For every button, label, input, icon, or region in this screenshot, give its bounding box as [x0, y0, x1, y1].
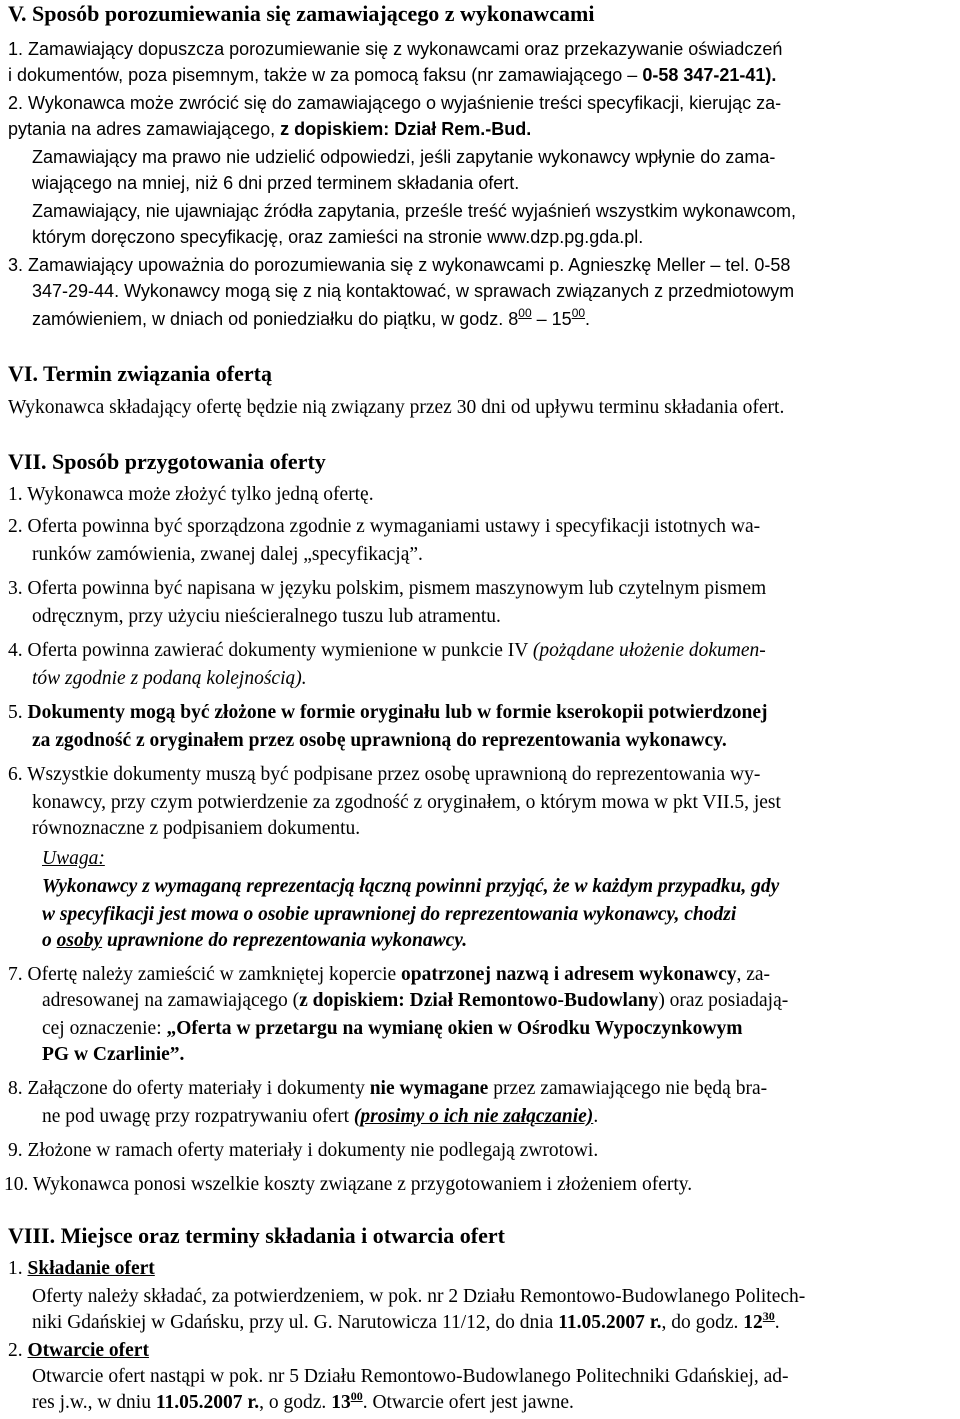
section-v-heading: V. Sposób porozumiewania się zamawiającego z wykonawcami: [8, 1, 595, 26]
text-run: pytania na adres zamawiającego,: [8, 119, 281, 139]
section-v-item-3-line-1: 3. Zamawiający upoważnia do porozumiewania się z wykonawcami p. Agnieszkę Meller – tel. 0-58: [8, 255, 791, 275]
section-v-item-2-line-6: którym doręczono specyfikację, oraz zamieści na stronie www.dzp.pg.gda.pl.: [32, 227, 644, 247]
section-vii-item-7-line-2: [42, 988, 788, 1014]
item-number: 1.: [8, 1258, 28, 1279]
text-run: uprawnione do reprezentowania wykonawcy.: [102, 930, 468, 951]
subsection-title: Składanie ofert: [27, 1258, 155, 1279]
text-run: . Otwarcie ofert jest jawne.: [362, 1392, 574, 1413]
section-vii-item-6-line-3: równoznaczne z podpisaniem dokumentu.: [32, 818, 361, 839]
section-v-item-1-line-1: 1. Zamawiający dopuszcza porozumiewanie się z wykonawcami oraz przekazywanie oświadczeń: [8, 39, 783, 59]
section-vii-item-6-line-1: 6. Wszystkie dokumenty muszą być podpisane przez osobę uprawnioną do reprezentowania wy-: [8, 764, 761, 785]
text-run: res j.w., w dniu: [32, 1392, 156, 1413]
text-run: , za-: [736, 964, 771, 985]
text-run: .: [593, 1106, 599, 1127]
section-vi-heading: VI. Termin związania ofertą: [8, 361, 272, 386]
text-run: .: [585, 309, 591, 329]
note-label: Uwaga:: [42, 848, 105, 869]
section-vii-item-5-line-2: za zgodność z oryginałem przez osobę uprawnioną do reprezentowania wykonawcy.: [32, 730, 727, 751]
fax-number: 0-58 347-21-41).: [642, 65, 777, 85]
section-vii-item-2-line-2: runków zamówienia, zwanej dalej „specyfikacją”.: [32, 544, 423, 565]
section-v-item-2-line-4: wiającego na mniej, niż 6 dni przed terminem składania ofert.: [32, 173, 520, 193]
note-line-3: [42, 928, 467, 954]
section-v-item-2-line-2: [8, 116, 531, 142]
text-run: o: [42, 930, 57, 951]
subsection-1-heading: [8, 1256, 155, 1282]
bold-run: „Oferta w przetargu na wymianę okien w Ośrodku Wypoczynkowym: [166, 1018, 743, 1039]
text-run: i dokumentów, poza pisemnym, także w za pomocą faksu (nr zamawiającego –: [8, 65, 643, 85]
item-number: 2.: [8, 1340, 28, 1361]
underlined-run: osoby: [56, 930, 103, 951]
time-superscript: 00: [518, 306, 532, 320]
section-vii-heading: VII. Sposób przygotowania oferty: [8, 449, 326, 474]
bold-time: 13: [331, 1392, 351, 1413]
bold-run: nie wymagane: [369, 1078, 489, 1099]
section-vii-item-7-line-3: [42, 1016, 742, 1042]
annotation-note: z dopiskiem: Dział Rem.-Bud.: [280, 119, 532, 139]
section-vii-item-8-line-1: [8, 1076, 767, 1102]
section-vii-item-7-line-1: [8, 962, 770, 988]
time-superscript: 00: [571, 306, 586, 320]
bold-time: 12: [743, 1312, 763, 1333]
subsection-2-line-1: Otwarcie ofert nastąpi w pok. nr 5 Działu Remontowo-Budowlanego Politechniki Gdańskiej, ad-: [32, 1366, 789, 1387]
section-vii-item-8-line-2: [42, 1104, 598, 1130]
emphasis-run: (prosimy o ich nie załączanie): [353, 1106, 594, 1127]
text-run: .: [774, 1312, 780, 1333]
subsection-1-line-1: Oferty należy składać, za potwierdzeniem, w pok. nr 2 Działu Remontowo-Budowlanego Politech-: [32, 1286, 806, 1307]
section-vii-item-4-line-2: tów zgodnie z podaną kolejnością).: [32, 668, 307, 689]
bold-date: 11.05.2007 r.: [558, 1312, 662, 1333]
section-vii-item-2-line-1: 2. Oferta powinna być sporządzona zgodnie z wymaganiami ustawy i specyfikacji istotnych wa-: [8, 516, 761, 537]
section-vii-item-3-line-2: odręcznym, przy użyciu nieścieralnego tuszu lub atramentu.: [32, 606, 501, 627]
subsection-1-line-2: [32, 1310, 780, 1336]
section-v-item-3-line-2: 347-29-44. Wykonawcy mogą się z nią kontaktować, w sprawach związanych z przedmiotowym: [32, 281, 795, 301]
section-vii-item-6-line-2: konawcy, przy czym potwierdzenie za zgodność z oryginałem, o którym mowa w pkt VII.5, jest: [32, 792, 781, 813]
section-vii-item-4-line-1: [8, 638, 766, 664]
subsection-2-heading: [8, 1338, 149, 1364]
text-run: adresowanej na zamawiającego (: [42, 990, 300, 1011]
section-v-item-2-line-1: 2. Wykonawca może zwrócić się do zamawiającego o wyjaśnienie treści specyfikacji, kierując za-: [8, 93, 782, 113]
item-number: 5.: [8, 702, 28, 723]
text-run: przez zamawiającego nie będą bra-: [488, 1078, 768, 1099]
text-run: cej oznaczenie:: [42, 1018, 167, 1039]
subsection-2-line-2: [32, 1390, 574, 1416]
note-line-1: Wykonawcy z wymaganą reprezentacją łączną powinni przyjąć, że w każdym przypadku, gdy: [42, 876, 780, 897]
section-vii-item-1: 1. Wykonawca może złożyć tylko jedną ofertę.: [8, 484, 374, 505]
subsection-title: Otwarcie ofert: [27, 1340, 149, 1361]
note-line-2: w specyfikacji jest mowa o osobie uprawnionej do reprezentowania wykonawcy, chodzi: [42, 904, 737, 925]
text-run: , o godz.: [259, 1392, 332, 1413]
section-v-item-3-line-3: [32, 306, 590, 332]
text-run: 8. Załączone do oferty materiały i dokumenty: [8, 1078, 370, 1099]
text-run: 7. Ofertę należy zamieścić w zamkniętej kopercie: [8, 964, 402, 985]
text-run: 4. Oferta powinna zawierać dokumenty wymienione w punkcie IV: [8, 640, 533, 661]
text-run: niki Gdańskiej w Gdańsku, przy ul. G. Narutowicza 11/12, do dnia: [32, 1312, 559, 1333]
section-v-item-1-line-2: [8, 62, 776, 88]
bold-run: z dopiskiem: Dział Remontowo-Budowlany: [299, 990, 659, 1011]
text-run: zamówieniem, w dniach od poniedziałku do piątku, w godz. 8: [32, 309, 519, 329]
section-vii-item-5-line-1: [8, 700, 768, 726]
bold-run: Dokumenty mogą być złożone w formie oryginału lub w formie kserokopii potwierdzonej: [27, 702, 768, 723]
section-v-item-2-line-5: Zamawiający, nie ujawniając źródła zapytania, prześle treść wyjaśnień wszystkim wykonawcom,: [32, 201, 796, 221]
section-v-item-2-line-3: Zamawiający ma prawo nie udzielić odpowiedzi, jeśli zapytanie wykonawcy wpłynie do zama-: [32, 147, 776, 167]
bold-date: 11.05.2007 r.: [155, 1392, 260, 1413]
section-vii-item-10: 10. Wykonawca ponosi wszelkie koszty związane z przygotowaniem i złożeniem oferty.: [4, 1174, 693, 1195]
text-run: – 15: [531, 309, 572, 329]
italic-run: (pożądane ułożenie dokumen-: [532, 640, 766, 661]
section-viii-heading: VIII. Miejsce oraz terminy składania i otwarcia ofert: [8, 1223, 505, 1248]
time-superscript: 00: [350, 1389, 363, 1403]
time-superscript: 30: [762, 1309, 775, 1323]
text-run: , do godz.: [661, 1312, 744, 1333]
section-vii-item-7-line-4: PG w Czarlinie”.: [42, 1044, 185, 1065]
section-vii-item-9: 9. Złożone w ramach oferty materiały i dokumenty nie podlegają zwrotowi.: [8, 1140, 599, 1161]
section-vii-item-3-line-1: 3. Oferta powinna być napisana w języku polskim, pismem maszynowym lub czytelnym pismem: [8, 578, 767, 599]
text-run: ) oraz posiadają-: [658, 990, 789, 1011]
text-run: ne pod uwagę przy rozpatrywaniu ofert: [42, 1106, 354, 1127]
section-vi-text: Wykonawca składający ofertę będzie nią związany przez 30 dni od upływu terminu składania ofert.: [8, 397, 785, 418]
bold-run: opatrzonej nazwą i adresem wykonawcy: [401, 964, 737, 985]
